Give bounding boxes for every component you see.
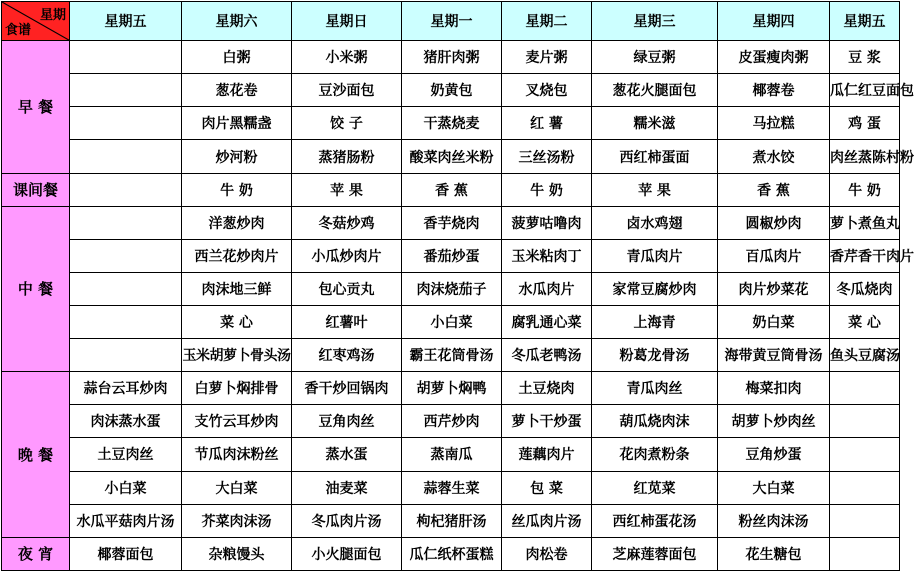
dish-cell: 菜 心: [830, 306, 900, 339]
dish-cell: [70, 306, 182, 339]
dish-cell: 红枣鸡汤: [292, 339, 402, 372]
dish-cell: 牛 奶: [182, 173, 292, 206]
dish-cell: 葱花火腿面包: [592, 74, 718, 107]
dish-cell: 萝卜煮鱼丸: [830, 206, 900, 239]
dish-cell: [70, 206, 182, 239]
dish-cell: 粉丝肉沫汤: [718, 504, 830, 537]
dish-cell: 香芹香干肉片: [830, 239, 900, 272]
dish-cell: 卤水鸡翅: [592, 206, 718, 239]
dish-cell: 香 蕉: [718, 173, 830, 206]
dish-cell: [70, 339, 182, 372]
dish-cell: 糯米滋: [592, 107, 718, 140]
dish-cell: 土豆烧肉: [502, 372, 592, 405]
dish-cell: 家常豆腐炒肉: [592, 272, 718, 305]
dish-cell: [70, 41, 182, 74]
dish-cell: 奶白菜: [718, 306, 830, 339]
dish-cell: 玉米粘肉丁: [502, 239, 592, 272]
dish-cell: 苹 果: [592, 173, 718, 206]
dish-cell: 牛 奶: [502, 173, 592, 206]
dish-cell: 小火腿面包: [292, 537, 402, 570]
dish-cell: 萝卜干炒蛋: [502, 405, 592, 438]
breakfast-row: [2, 74, 900, 107]
dish-cell: 鱼头豆腐汤: [830, 339, 900, 372]
dish-cell: 白萝卜焖排骨: [182, 372, 292, 405]
breakfast-row: [2, 107, 900, 140]
dish-cell: 莲藕肉片: [502, 438, 592, 471]
dinner-row: [2, 504, 900, 537]
dish-cell: 枸杞猪肝汤: [402, 504, 502, 537]
dish-cell: 小瓜炒肉片: [292, 239, 402, 272]
dish-cell: 油麦菜: [292, 471, 402, 504]
dish-cell: 大白菜: [718, 471, 830, 504]
header-row: [2, 2, 900, 41]
day-header: 星期五: [830, 2, 900, 41]
dish-cell: 奶黄包: [402, 74, 502, 107]
breakfast-label: 早 餐: [2, 41, 70, 173]
dish-cell: 梅菜扣肉: [718, 372, 830, 405]
night-label: 夜 宵: [2, 537, 70, 570]
corner-menu-label: 食谱: [5, 23, 32, 39]
snack-row: [2, 173, 900, 206]
dish-cell: 肉片炒菜花: [718, 272, 830, 305]
dish-cell: 包心贡丸: [292, 272, 402, 305]
dish-cell: 小白菜: [70, 471, 182, 504]
breakfast-row: [2, 41, 900, 74]
dinner-row: [2, 405, 900, 438]
dish-cell: 海带黄豆筒骨汤: [718, 339, 830, 372]
lunch-row: [2, 272, 900, 305]
dish-cell: [70, 74, 182, 107]
dish-cell: 冬菇炒鸡: [292, 206, 402, 239]
dish-cell: 杂粮馒头: [182, 537, 292, 570]
dish-cell: 上海青: [592, 306, 718, 339]
day-header: 星期日: [292, 2, 402, 41]
dish-cell: 包 菜: [502, 471, 592, 504]
dish-cell: 红苋菜: [592, 471, 718, 504]
dish-cell: 青瓜肉片: [592, 239, 718, 272]
dish-cell: 红薯叶: [292, 306, 402, 339]
dish-cell: 冬瓜烧肉: [830, 272, 900, 305]
dinner-row: [2, 438, 900, 471]
lunch-row: [2, 339, 900, 372]
dish-cell: 肉沫地三鲜: [182, 272, 292, 305]
dish-cell: 牛 奶: [830, 173, 900, 206]
dinner-row: [2, 372, 900, 405]
dish-cell: 小白菜: [402, 306, 502, 339]
day-header: 星期五: [70, 2, 182, 41]
lunch-row: [2, 239, 900, 272]
dish-cell: 芝麻莲蓉面包: [592, 537, 718, 570]
dish-cell: 胡萝卜炒肉丝: [718, 405, 830, 438]
dish-cell: 豆 浆: [830, 41, 900, 74]
dish-cell: 苹 果: [292, 173, 402, 206]
lunch-row: [2, 306, 900, 339]
dish-cell: 肉片黑糯盏: [182, 107, 292, 140]
dish-cell: 香干炒回锅肉: [292, 372, 402, 405]
dish-cell: 饺 子: [292, 107, 402, 140]
night-row: [2, 537, 900, 570]
dinner-row: [2, 471, 900, 504]
day-header: 星期六: [182, 2, 292, 41]
dish-cell: 肉松卷: [502, 537, 592, 570]
dish-cell: 霸王花筒骨汤: [402, 339, 502, 372]
dish-cell: 蒸猪肠粉: [292, 140, 402, 173]
dish-cell: 蒜蓉生菜: [402, 471, 502, 504]
dish-cell: [70, 239, 182, 272]
dish-cell: 白粥: [182, 41, 292, 74]
dish-cell: 蒜台云耳炒肉: [70, 372, 182, 405]
dish-cell: 小米粥: [292, 41, 402, 74]
dish-cell: [70, 272, 182, 305]
dish-cell: 花生糖包: [718, 537, 830, 570]
lunch-row: [2, 206, 900, 239]
dish-cell: 豆沙面包: [292, 74, 402, 107]
dish-cell: 冬瓜肉片汤: [292, 504, 402, 537]
dish-cell: 西红柿蛋花汤: [592, 504, 718, 537]
dish-cell: 西兰花炒肉片: [182, 239, 292, 272]
dish-cell: 大白菜: [182, 471, 292, 504]
dish-cell: 绿豆粥: [592, 41, 718, 74]
lunch-label: 中 餐: [2, 206, 70, 372]
menu-table: [1, 1, 914, 571]
dish-cell: 芥菜肉沫汤: [182, 504, 292, 537]
dish-cell: 豆角炒蛋: [718, 438, 830, 471]
day-header: 星期一: [402, 2, 502, 41]
dish-cell: 猪肝肉粥: [402, 41, 502, 74]
dish-cell: 瓜仁纸杯蛋糕: [402, 537, 502, 570]
dish-cell: 蒸南瓜: [402, 438, 502, 471]
dish-cell: 椰蓉卷: [718, 74, 830, 107]
dish-cell: 椰蓉面包: [70, 537, 182, 570]
dish-cell: 葱花卷: [182, 74, 292, 107]
dish-cell: 香 蕉: [402, 173, 502, 206]
dish-cell: [830, 405, 900, 438]
corner-weekday-label: 星期: [39, 8, 66, 23]
dish-cell: [830, 537, 900, 570]
dish-cell: 三丝汤粉: [502, 140, 592, 173]
dish-cell: 豆角肉丝: [292, 405, 402, 438]
dish-cell: 玉米胡萝卜骨头汤: [182, 339, 292, 372]
dish-cell: 胡萝卜焖鸭: [402, 372, 502, 405]
dish-cell: 马拉糕: [718, 107, 830, 140]
snack-label: 课间餐: [2, 173, 70, 206]
dish-cell: 粉葛龙骨汤: [592, 339, 718, 372]
dish-cell: 西芹炒肉: [402, 405, 502, 438]
dish-cell: [70, 140, 182, 173]
dish-cell: 干蒸烧麦: [402, 107, 502, 140]
dish-cell: 土豆肉丝: [70, 438, 182, 471]
dish-cell: 煮水饺: [718, 140, 830, 173]
dish-cell: 葫瓜烧肉沫: [592, 405, 718, 438]
dish-cell: 支竹云耳炒肉: [182, 405, 292, 438]
dish-cell: 香芋烧肉: [402, 206, 502, 239]
dish-cell: [70, 173, 182, 206]
dish-cell: 肉沫蒸水蛋: [70, 405, 182, 438]
dish-cell: 肉丝蒸陈村粉: [830, 140, 900, 173]
dish-cell: 水瓜平菇肉片汤: [70, 504, 182, 537]
dish-cell: 水瓜肉片: [502, 272, 592, 305]
dish-cell: 西红柿蛋面: [592, 140, 718, 173]
dish-cell: 节瓜肉沫粉丝: [182, 438, 292, 471]
breakfast-row: [2, 140, 900, 173]
dish-cell: [70, 107, 182, 140]
dish-cell: [830, 504, 900, 537]
dish-cell: 青瓜肉丝: [592, 372, 718, 405]
day-header: 星期二: [502, 2, 592, 41]
day-header: 星期四: [718, 2, 830, 41]
dish-cell: 叉烧包: [502, 74, 592, 107]
dish-cell: 红 薯: [502, 107, 592, 140]
dish-cell: [830, 438, 900, 471]
dish-cell: 肉沫烧茄子: [402, 272, 502, 305]
dish-cell: 洋葱炒肉: [182, 206, 292, 239]
dish-cell: 圆椒炒肉: [718, 206, 830, 239]
corner-cell: [2, 2, 70, 41]
dish-cell: 番茄炒蛋: [402, 239, 502, 272]
dish-cell: 花肉煮粉条: [592, 438, 718, 471]
dish-cell: 皮蛋瘦肉粥: [718, 41, 830, 74]
dish-cell: [830, 471, 900, 504]
dish-cell: 酸菜肉丝米粉: [402, 140, 502, 173]
dish-cell: 鸡 蛋: [830, 107, 900, 140]
dish-cell: 瓜仁红豆面包: [830, 74, 900, 107]
dish-cell: 百瓜肉片: [718, 239, 830, 272]
dish-cell: 菠萝咕噜肉: [502, 206, 592, 239]
dish-cell: 腐乳通心菜: [502, 306, 592, 339]
dish-cell: 冬瓜老鸭汤: [502, 339, 592, 372]
dish-cell: 麦片粥: [502, 41, 592, 74]
day-header: 星期三: [592, 2, 718, 41]
dish-cell: 丝瓜肉片汤: [502, 504, 592, 537]
dish-cell: 蒸水蛋: [292, 438, 402, 471]
dish-cell: [830, 372, 900, 405]
dish-cell: 菜 心: [182, 306, 292, 339]
dish-cell: 炒河粉: [182, 140, 292, 173]
dinner-label: 晚 餐: [2, 372, 70, 538]
